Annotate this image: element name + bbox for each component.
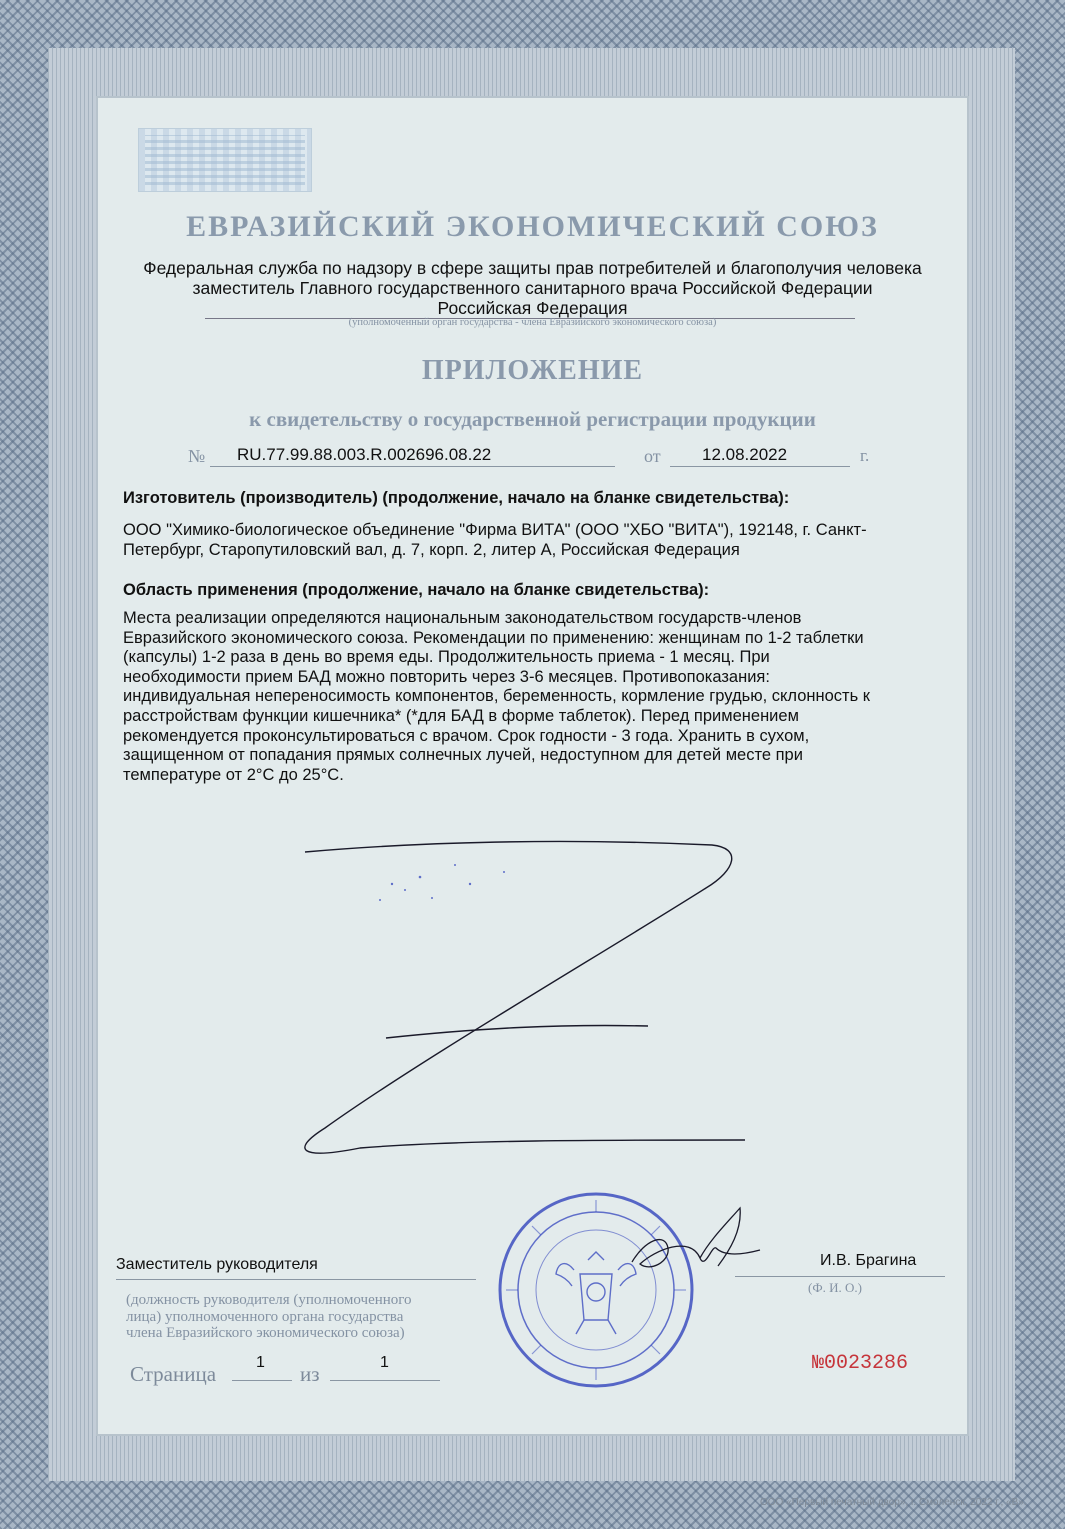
document-subtitle: к свидетельству о государственной регистрации продукции <box>249 407 816 431</box>
page-of-label: из <box>300 1362 320 1386</box>
number-rule <box>210 466 615 467</box>
position-caption-line: члена Евразийского экономического союза) <box>126 1325 405 1341</box>
signatory-name: И.В. Брагина <box>820 1252 917 1269</box>
manufacturer-line: Петербург, Старопутиловский вал, д. 7, корп. 2, литер А, Российская Федерация <box>123 540 740 559</box>
page-label: Страница <box>130 1362 217 1386</box>
name-rule <box>735 1276 945 1277</box>
scope-line: Места реализации определяются национальным законодательством государств-членов <box>123 609 802 627</box>
authority-line-2: заместитель Главного государственного санитарного врача Российской Федерации <box>192 278 873 298</box>
scope-line: защищенном от попадания прямых солнечных лучей, недоступном для детей месте при <box>123 746 803 765</box>
official-seal <box>496 1190 696 1390</box>
scope-line: индивидуальная непереносимость компонентов, беременность, кормление грудью, склонность к <box>123 687 871 706</box>
name-caption: (Ф. И. О.) <box>808 1280 862 1295</box>
page-total: 1 <box>380 1354 389 1371</box>
scope-heading: Область применения (продолжение, начало на бланке свидетельства): <box>123 581 710 599</box>
authority-line-3: Российская Федерация <box>437 298 628 318</box>
authority-line-1: Федеральная служба по надзору в сфере защиты прав потребителей и благополучия человека <box>143 258 922 278</box>
scope-line: необходимости прием БАД можно повторить через 3-6 месяцев. Противопоказания: <box>123 667 770 686</box>
scope-line: расстройствам функции кишечника* (*для БАД в форме таблеток). Перед применением <box>123 706 799 725</box>
printer-imprint: ООО «Первый печатный двор», г. Смоленск, 2022 г., «В». <box>760 1497 1027 1508</box>
position-caption <box>126 1292 412 1342</box>
position-caption-line: лица) уполномоченного органа государства <box>126 1308 404 1325</box>
hologram-strip <box>138 128 312 192</box>
page-current-rule <box>232 1380 292 1381</box>
page-current: 1 <box>256 1354 265 1371</box>
position-rule <box>116 1279 476 1280</box>
registration-date: 12.08.2022 <box>702 445 788 464</box>
scope-block <box>123 609 870 785</box>
scope-line: Евразийского экономического союза. Рекомендации по применению: женщинам по 1-2 таблетки <box>123 628 864 647</box>
serial-number: №0023286 <box>812 1352 909 1375</box>
scope-line: (капсулы) 1-2 раза в день во время еды. Продолжительность приема - 1 месяц. При <box>123 648 770 667</box>
manufacturer-line: ООО "Химико-биологическое объединение "Фирма ВИТА" (ООО "ХБО "ВИТА"), 192148, г. Санкт- <box>123 521 867 539</box>
manufacturer-heading: Изготовитель (производитель) (продолжение, начало на бланке свидетельства): <box>123 489 790 507</box>
position-caption-line: (должность руководителя (уполномоченного <box>126 1292 412 1308</box>
authority-caption: (уполномоченный орган государства - члена Евразийского экономического союза) <box>348 317 717 328</box>
scope-line: температуре от 2°С до 25°С. <box>123 765 344 784</box>
document-title: ПРИЛОЖЕНИЕ <box>421 355 644 386</box>
page-total-rule <box>330 1380 440 1381</box>
year-suffix: г. <box>860 446 870 465</box>
registration-number: RU.77.99.88.003.R.002696.08.22 <box>237 445 492 464</box>
union-title: ЕВРАЗИЙСКИЙ ЭКОНОМИЧЕСКИЙ СОЮЗ <box>186 210 879 243</box>
scope-line: рекомендуется проконсультироваться с врачом. Срок годности - 3 года. Хранить в сухом, <box>123 726 810 745</box>
number-label: № <box>188 446 206 466</box>
date-rule <box>670 466 850 467</box>
date-label: от <box>644 446 661 466</box>
manufacturer-block <box>123 521 867 560</box>
signatory-position: Заместитель руководителя <box>116 1256 318 1273</box>
